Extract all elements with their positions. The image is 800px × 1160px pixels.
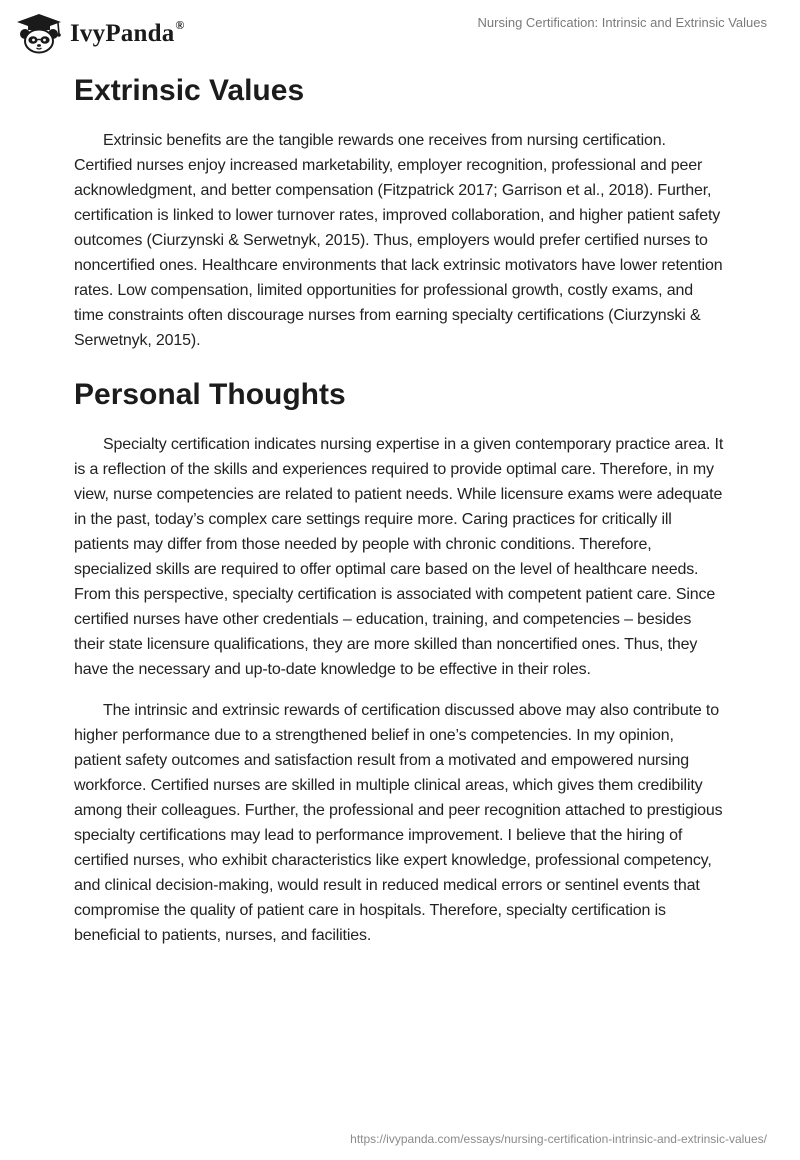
paragraph: Specialty certification indicates nursing expertise in a given contemporary practice area. It is a reflection of the skills and experiences required to provide optimal care. Therefore, in my view, nurse competencies are related to patient needs. While licensure exams were adequate in the past, today’s complex care settings require more. Caring practices for critically ill patients may differ from those needed by people with chronic conditions. Therefore, specialized skills are required to offer optimal care based on the level of healthcare needs. From this perspective, specialty certification is associated with competent patient care. Since certified nurses have other credentials – education, training, and competencies – besides their state licensure qualifications, they are more skilled than noncertified ones. Thus, they have the necessary and up-to-date knowledge to be effective in their roles. (74, 436, 724, 678)
registered-mark: ® (175, 17, 185, 32)
section-heading-extrinsic-values: Extrinsic Values (74, 74, 305, 107)
paragraph: Extrinsic benefits are the tangible rewards one receives from nursing certification. Certified nurses enjoy increased marketability, employer recognition, professional and peer acknowledgment, and better compensation (Fitzpatrick 2017; Garrison et al., 2018). Further, certification is linked to lower turnover rates, improved collaboration, and higher patient safety outcomes (Ciurzynski & Serwetnyk, 2015). Thus, employers would prefer certified nurses to noncertified ones. Healthcare environments that lack extrinsic motivators have lower retention rates. Low compensation, limited opportunities for professional growth, costly exams, and time constraints often discourage nurses from earning specialty certifications (Ciurzynski & Serwetnyk, 2015). (74, 132, 723, 349)
paragraph: The intrinsic and extrinsic rewards of certification discussed above may also contribute to higher performance due to a strengthened belief in one’s competencies. In my opinion, patient safety outcomes and satisfaction result from a motivated and empowered nursing workforce. Certified nurses are skilled in multiple clinical areas, which gives them credibility among their colleagues. Further, the professional and peer recognition attached to prestigious specialty certifications may lead to performance improvement. I believe that the hiring of certified nurses, who exhibit characteristics like expert knowledge, professional competency, and clinical decision-making, would result in reduced medical errors or sentinel events that compromise the quality of patient care in hospitals. Therefore, specialty certification is beneficial to patients, nurses, and facilities. (74, 702, 723, 944)
document-title: Nursing Certification: Intrinsic and Extrinsic Values (477, 15, 767, 30)
ivypanda-logo[interactable] (14, 12, 185, 54)
panda-graduate-icon (14, 12, 64, 54)
essay-content (74, 71, 724, 948)
brand-name: IvyPanda® (70, 17, 185, 47)
section-heading-personal-thoughts: Personal Thoughts (74, 378, 346, 411)
source-url-link[interactable]: https://ivypanda.com/essays/nursing-certification-intrinsic-and-extrinsic-values/ (350, 1132, 767, 1146)
